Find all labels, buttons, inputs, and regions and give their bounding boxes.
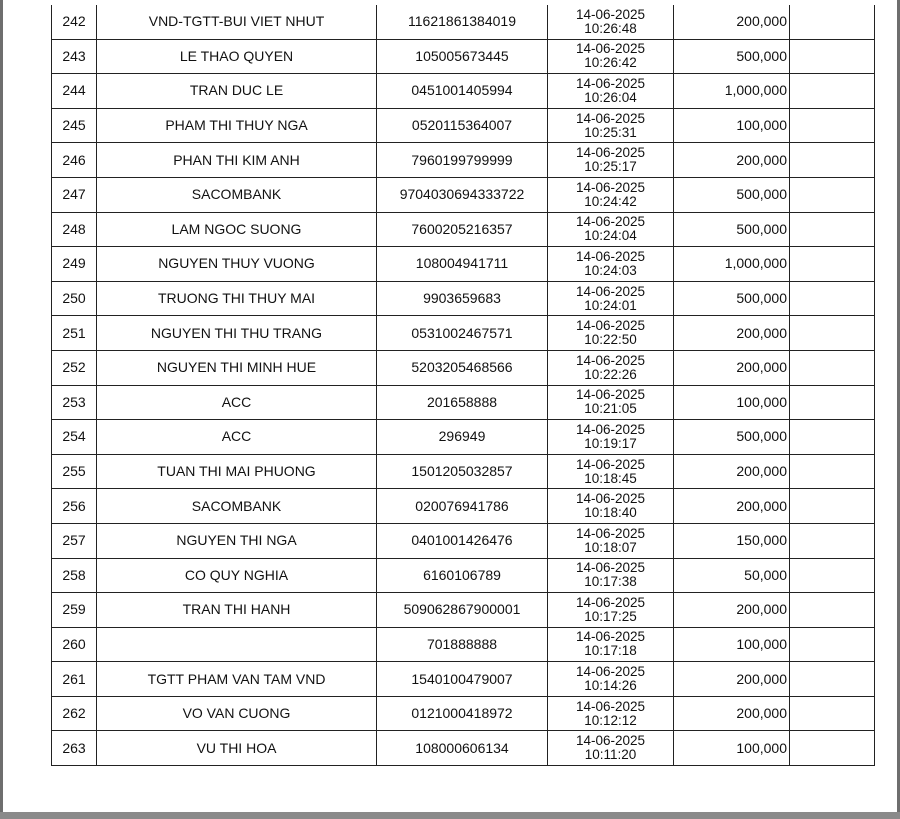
- amount: 500,000: [674, 212, 790, 247]
- account-number: 0520115364007: [377, 108, 548, 143]
- transaction-time: 10:25:31: [584, 124, 637, 140]
- table-row: [52, 247, 875, 282]
- transaction-date: 14-06-2025: [575, 145, 646, 161]
- transaction-datetime: [548, 108, 674, 143]
- amount: 200,000: [674, 662, 790, 697]
- row-number: 245: [52, 108, 97, 143]
- amount: 500,000: [674, 39, 790, 74]
- transaction-date: 14-06-2025: [575, 664, 646, 680]
- amount: 500,000: [674, 177, 790, 212]
- empty-cell: [790, 662, 875, 697]
- transaction-date: 14-06-2025: [575, 594, 646, 610]
- row-number: 257: [52, 523, 97, 558]
- account-number: 7600205216357: [377, 212, 548, 247]
- table-row: [52, 281, 875, 316]
- empty-cell: [790, 247, 875, 282]
- row-number: 256: [52, 489, 97, 524]
- transactions-table-body: [52, 5, 875, 766]
- amount: 500,000: [674, 420, 790, 455]
- account-number: 108004941711: [377, 247, 548, 282]
- row-number: 263: [52, 731, 97, 766]
- transaction-date: 14-06-2025: [575, 214, 646, 230]
- transaction-date: 14-06-2025: [575, 421, 646, 437]
- table-row: [52, 523, 875, 558]
- transaction-time: 10:22:26: [584, 366, 637, 382]
- transaction-time: 10:24:03: [584, 262, 637, 278]
- payer-name: TRAN THI HANH: [97, 593, 377, 628]
- row-number: 252: [52, 350, 97, 385]
- amount: 150,000: [674, 523, 790, 558]
- account-number: 020076941786: [377, 489, 548, 524]
- table-row: [52, 108, 875, 143]
- transaction-datetime: [548, 558, 674, 593]
- payer-name: TRAN DUC LE: [97, 74, 377, 109]
- row-number: 259: [52, 593, 97, 628]
- transaction-time: 10:25:17: [584, 159, 637, 175]
- row-number: 251: [52, 316, 97, 351]
- empty-cell: [790, 108, 875, 143]
- row-number: 258: [52, 558, 97, 593]
- row-number: 246: [52, 143, 97, 178]
- transaction-time: 10:18:40: [584, 505, 637, 521]
- empty-cell: [790, 212, 875, 247]
- viewer-page-gap: [0, 812, 900, 819]
- table-row: [52, 731, 875, 766]
- transaction-date: 14-06-2025: [575, 560, 646, 576]
- amount: 200,000: [674, 316, 790, 351]
- row-number: 262: [52, 696, 97, 731]
- empty-cell: [790, 420, 875, 455]
- payer-name: TGTT PHAM VAN TAM VND: [97, 662, 377, 697]
- table-row: [52, 177, 875, 212]
- transaction-time: 10:26:04: [584, 89, 637, 105]
- empty-cell: [790, 696, 875, 731]
- row-number: 253: [52, 385, 97, 420]
- transaction-date: 14-06-2025: [575, 110, 646, 126]
- row-number: 244: [52, 74, 97, 109]
- transaction-date: 14-06-2025: [575, 629, 646, 645]
- empty-cell: [790, 489, 875, 524]
- amount: 200,000: [674, 593, 790, 628]
- account-number: 105005673445: [377, 39, 548, 74]
- empty-cell: [790, 316, 875, 351]
- empty-cell: [790, 74, 875, 109]
- payer-name: LE THAO QUYEN: [97, 39, 377, 74]
- transaction-time: 10:14:26: [584, 678, 637, 694]
- transaction-time: 10:26:48: [584, 20, 637, 36]
- empty-cell: [790, 454, 875, 489]
- amount: 200,000: [674, 5, 790, 39]
- amount: 200,000: [674, 350, 790, 385]
- transaction-date: 14-06-2025: [575, 491, 646, 507]
- account-number: 1540100479007: [377, 662, 548, 697]
- transaction-date: 14-06-2025: [575, 248, 646, 264]
- transaction-time: 10:26:42: [584, 55, 637, 71]
- transaction-time: 10:24:01: [584, 297, 637, 313]
- table-row: [52, 558, 875, 593]
- transaction-datetime: [548, 662, 674, 697]
- transaction-datetime: [548, 350, 674, 385]
- row-number: 254: [52, 420, 97, 455]
- empty-cell: [790, 143, 875, 178]
- amount: 200,000: [674, 489, 790, 524]
- row-number: 255: [52, 454, 97, 489]
- transaction-datetime: [548, 523, 674, 558]
- transaction-datetime: [548, 316, 674, 351]
- amount: 1,000,000: [674, 74, 790, 109]
- transaction-time: 10:19:17: [584, 435, 637, 451]
- empty-cell: [790, 5, 875, 39]
- table-row: [52, 662, 875, 697]
- empty-cell: [790, 523, 875, 558]
- payer-name: VU THI HOA: [97, 731, 377, 766]
- table-row: [52, 350, 875, 385]
- account-number: 11621861384019: [377, 5, 548, 39]
- empty-cell: [790, 281, 875, 316]
- transactions-table: [51, 5, 875, 766]
- row-number: 261: [52, 662, 97, 697]
- amount: 100,000: [674, 108, 790, 143]
- transaction-date: 14-06-2025: [575, 6, 646, 22]
- empty-cell: [790, 731, 875, 766]
- transaction-datetime: [548, 593, 674, 628]
- transaction-datetime: [548, 143, 674, 178]
- row-number: 248: [52, 212, 97, 247]
- transaction-datetime: [548, 627, 674, 662]
- account-number: 701888888: [377, 627, 548, 662]
- table-row: [52, 696, 875, 731]
- transaction-date: 14-06-2025: [575, 318, 646, 334]
- transaction-datetime: [548, 454, 674, 489]
- transaction-date: 14-06-2025: [575, 525, 646, 541]
- empty-cell: [790, 350, 875, 385]
- row-number: 260: [52, 627, 97, 662]
- amount: 200,000: [674, 143, 790, 178]
- transaction-datetime: [548, 385, 674, 420]
- transaction-time: 10:18:45: [584, 470, 637, 486]
- account-number: 1501205032857: [377, 454, 548, 489]
- table-row: [52, 593, 875, 628]
- transaction-time: 10:24:42: [584, 193, 637, 209]
- transaction-datetime: [548, 696, 674, 731]
- empty-cell: [790, 593, 875, 628]
- table-row: [52, 212, 875, 247]
- empty-cell: [790, 558, 875, 593]
- amount: 50,000: [674, 558, 790, 593]
- amount: 200,000: [674, 696, 790, 731]
- transaction-time: 10:17:18: [584, 643, 637, 659]
- transaction-date: 14-06-2025: [575, 352, 646, 368]
- account-number: 7960199799999: [377, 143, 548, 178]
- account-number: 9903659683: [377, 281, 548, 316]
- table-row: [52, 454, 875, 489]
- transaction-time: 10:11:20: [584, 747, 637, 763]
- account-number: 5203205468566: [377, 350, 548, 385]
- row-number: 250: [52, 281, 97, 316]
- account-number: 0451001405994: [377, 74, 548, 109]
- transaction-datetime: [548, 247, 674, 282]
- transaction-date: 14-06-2025: [575, 179, 646, 195]
- payer-name: PHAM THI THUY NGA: [97, 108, 377, 143]
- transaction-datetime: [548, 420, 674, 455]
- transaction-datetime: [548, 74, 674, 109]
- account-number: 6160106789: [377, 558, 548, 593]
- transaction-time: 10:17:38: [584, 574, 637, 590]
- transaction-datetime: [548, 39, 674, 74]
- viewer-left-border: [0, 0, 3, 819]
- amount: 200,000: [674, 454, 790, 489]
- table-row: [52, 316, 875, 351]
- empty-cell: [790, 177, 875, 212]
- transaction-date: 14-06-2025: [575, 733, 646, 749]
- transaction-time: 10:12:12: [584, 712, 637, 728]
- payer-name: VND-TGTT-BUI VIET NHUT: [97, 5, 377, 39]
- payer-name: CO QUY NGHIA: [97, 558, 377, 593]
- transaction-date: 14-06-2025: [575, 75, 646, 91]
- amount: 1,000,000: [674, 247, 790, 282]
- payer-name: SACOMBANK: [97, 177, 377, 212]
- payer-name: NGUYEN THI THU TRANG: [97, 316, 377, 351]
- payer-name: TUAN THI MAI PHUONG: [97, 454, 377, 489]
- transaction-time: 10:24:04: [584, 228, 637, 244]
- account-number: 0121000418972: [377, 696, 548, 731]
- amount: 100,000: [674, 627, 790, 662]
- transaction-datetime: [548, 177, 674, 212]
- transaction-date: 14-06-2025: [575, 456, 646, 472]
- transaction-time: 10:21:05: [584, 401, 637, 417]
- payer-name: LAM NGOC SUONG: [97, 212, 377, 247]
- transaction-time: 10:22:50: [584, 332, 637, 348]
- table-row: [52, 143, 875, 178]
- transaction-datetime: [548, 489, 674, 524]
- transaction-date: 14-06-2025: [575, 387, 646, 403]
- table-row: [52, 420, 875, 455]
- payer-name: ACC: [97, 420, 377, 455]
- empty-cell: [790, 627, 875, 662]
- transaction-date: 14-06-2025: [575, 41, 646, 57]
- table-row: [52, 489, 875, 524]
- account-number: 108000606134: [377, 731, 548, 766]
- account-number: 509062867900001: [377, 593, 548, 628]
- payer-name: SACOMBANK: [97, 489, 377, 524]
- payer-name: [97, 627, 377, 662]
- transaction-datetime: [548, 731, 674, 766]
- amount: 500,000: [674, 281, 790, 316]
- table-row: [52, 5, 875, 39]
- row-number: 249: [52, 247, 97, 282]
- transaction-datetime: [548, 281, 674, 316]
- amount: 100,000: [674, 385, 790, 420]
- table-row: [52, 74, 875, 109]
- payer-name: NGUYEN THI NGA: [97, 523, 377, 558]
- empty-cell: [790, 39, 875, 74]
- row-number: 247: [52, 177, 97, 212]
- payer-name: PHAN THI KIM ANH: [97, 143, 377, 178]
- account-number: 0531002467571: [377, 316, 548, 351]
- account-number: 296949: [377, 420, 548, 455]
- empty-cell: [790, 385, 875, 420]
- payer-name: NGUYEN THI MINH HUE: [97, 350, 377, 385]
- amount: 100,000: [674, 731, 790, 766]
- transaction-datetime: [548, 5, 674, 39]
- table-row: [52, 39, 875, 74]
- payer-name: VO VAN CUONG: [97, 696, 377, 731]
- table-row: [52, 385, 875, 420]
- table-row: [52, 627, 875, 662]
- transaction-datetime: [548, 212, 674, 247]
- transaction-time: 10:18:07: [584, 539, 637, 555]
- transaction-time: 10:17:25: [584, 608, 637, 624]
- payer-name: TRUONG THI THUY MAI: [97, 281, 377, 316]
- payer-name: ACC: [97, 385, 377, 420]
- payer-name: NGUYEN THUY VUONG: [97, 247, 377, 282]
- account-number: 0401001426476: [377, 523, 548, 558]
- transaction-date: 14-06-2025: [575, 698, 646, 714]
- row-number: 242: [52, 5, 97, 39]
- row-number: 243: [52, 39, 97, 74]
- account-number: 201658888: [377, 385, 548, 420]
- transaction-date: 14-06-2025: [575, 283, 646, 299]
- account-number: 9704030694333722: [377, 177, 548, 212]
